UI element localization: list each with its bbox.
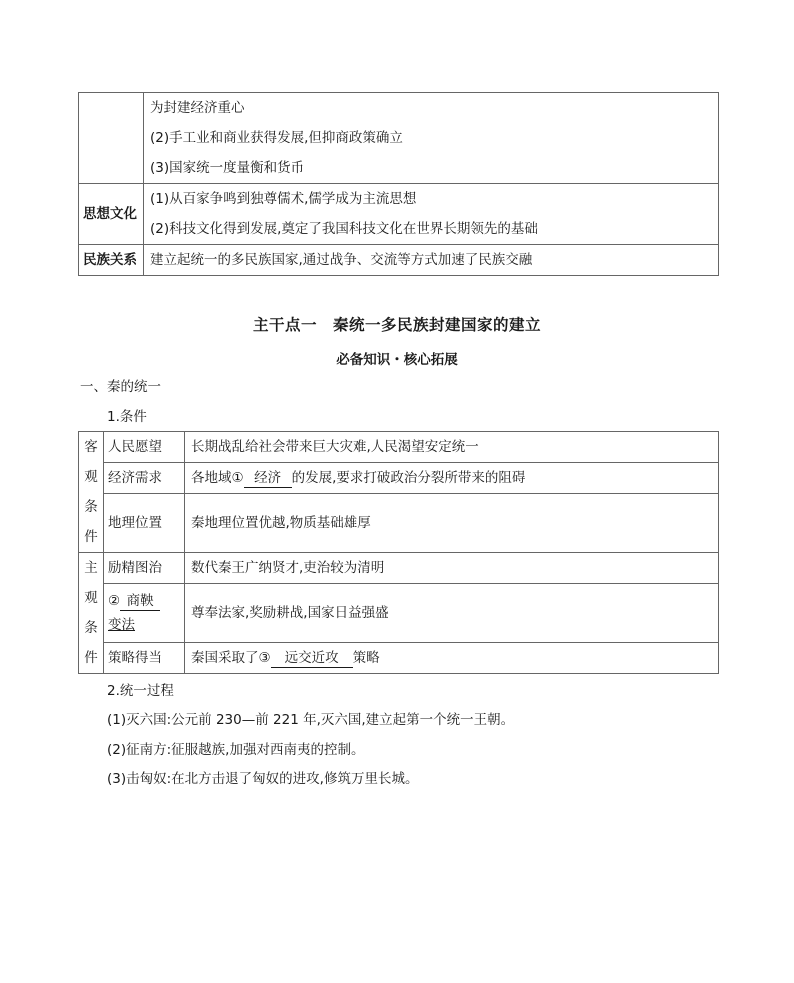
subjective-label-cell	[79, 553, 104, 674]
process-item: (3)击匈奴:在北方击退了匈奴的进攻,修筑万里长城。	[107, 771, 419, 787]
culture-line-1: (1)从百家争鸣到独尊儒术,儒学成为主流思想	[150, 191, 417, 207]
table-row	[79, 553, 719, 584]
objective-char-4: 件	[84, 529, 98, 545]
ethnic-content: 建立起统一的多民族国家,通过战争、交流等方式加速了民族交融	[144, 245, 719, 276]
process-item: (2)征南方:征服越族,加强对西南夷的控制。	[107, 742, 365, 758]
table-row	[79, 93, 719, 184]
row-key: 经济需求	[104, 463, 185, 494]
text-post: 的发展,要求打破政治分裂所带来的阻碍	[291, 470, 526, 486]
objective-label-cell	[79, 432, 104, 553]
table-row	[79, 245, 719, 276]
summary-table	[78, 92, 719, 276]
table-row	[79, 494, 719, 553]
text-pre: 秦国采取了③	[191, 650, 271, 666]
ethnic-header: 民族关系	[79, 245, 144, 276]
section-subtitle: 必备知识・核心拓展	[336, 352, 458, 368]
row-value: 长期战乱给社会带来巨大灾难,人民渴望安定统一	[185, 432, 719, 463]
row-value: 数代秦王广纳贤才,吏治较为清明	[185, 553, 719, 584]
economy-line-3: (3)国家统一度量衡和货币	[150, 160, 305, 176]
section-title: 主干点一 秦统一多民族封建国家的建立	[252, 316, 541, 334]
objective-char-1: 客	[84, 439, 98, 455]
row-key: 策略得当	[104, 643, 185, 674]
heading-process: 2.统一过程	[107, 683, 174, 699]
table-row	[79, 584, 719, 643]
row-key: 人民愿望	[104, 432, 185, 463]
economy-header-cell	[79, 93, 144, 184]
economy-line-2: (2)手工业和商业获得发展,但抑商政策确立	[150, 130, 403, 146]
table-row	[79, 463, 719, 494]
objective-char-3: 条	[84, 499, 98, 515]
table-row	[79, 184, 719, 245]
row-value	[185, 643, 719, 674]
heading-unification: 一、秦的统一	[80, 379, 161, 395]
row-value: 尊奉法家,奖励耕战,国家日益强盛	[185, 584, 719, 643]
economy-content-cell	[144, 93, 719, 184]
heading-conditions: 1.条件	[107, 409, 147, 425]
economy-line-1: 为封建经济重心	[150, 100, 245, 116]
row-key	[104, 584, 185, 643]
row-value	[185, 463, 719, 494]
row-key: 地理位置	[104, 494, 185, 553]
key-pre: ②	[108, 593, 121, 609]
fill-blank-answer: 商鞅	[120, 592, 160, 611]
fill-blank-answer: 远交近攻	[271, 649, 353, 668]
row-key: 励精图治	[104, 553, 185, 584]
text-post: 策略	[352, 650, 380, 666]
culture-line-2: (2)科技文化得到发展,奠定了我国科技文化在世界长期领先的基础	[150, 221, 538, 237]
subjective-char-2: 观	[84, 590, 98, 606]
subjective-char-3: 条	[84, 620, 98, 636]
process-item: (1)灭六国:公元前 230—前 221 年,灭六国,建立起第一个统一王朝。	[107, 712, 515, 728]
culture-header: 思想文化	[79, 184, 144, 245]
culture-content-cell	[144, 184, 719, 245]
objective-char-2: 观	[84, 469, 98, 485]
row-value: 秦地理位置优越,物质基础雄厚	[185, 494, 719, 553]
key-line-2: 变法	[108, 617, 135, 633]
table-row	[79, 432, 719, 463]
text-pre: 各地域①	[191, 470, 244, 486]
conditions-table	[78, 431, 719, 674]
fill-blank-answer: 经济	[244, 469, 292, 488]
subjective-char-4: 件	[84, 650, 98, 666]
subjective-char-1: 主	[84, 560, 98, 576]
table-row	[79, 643, 719, 674]
